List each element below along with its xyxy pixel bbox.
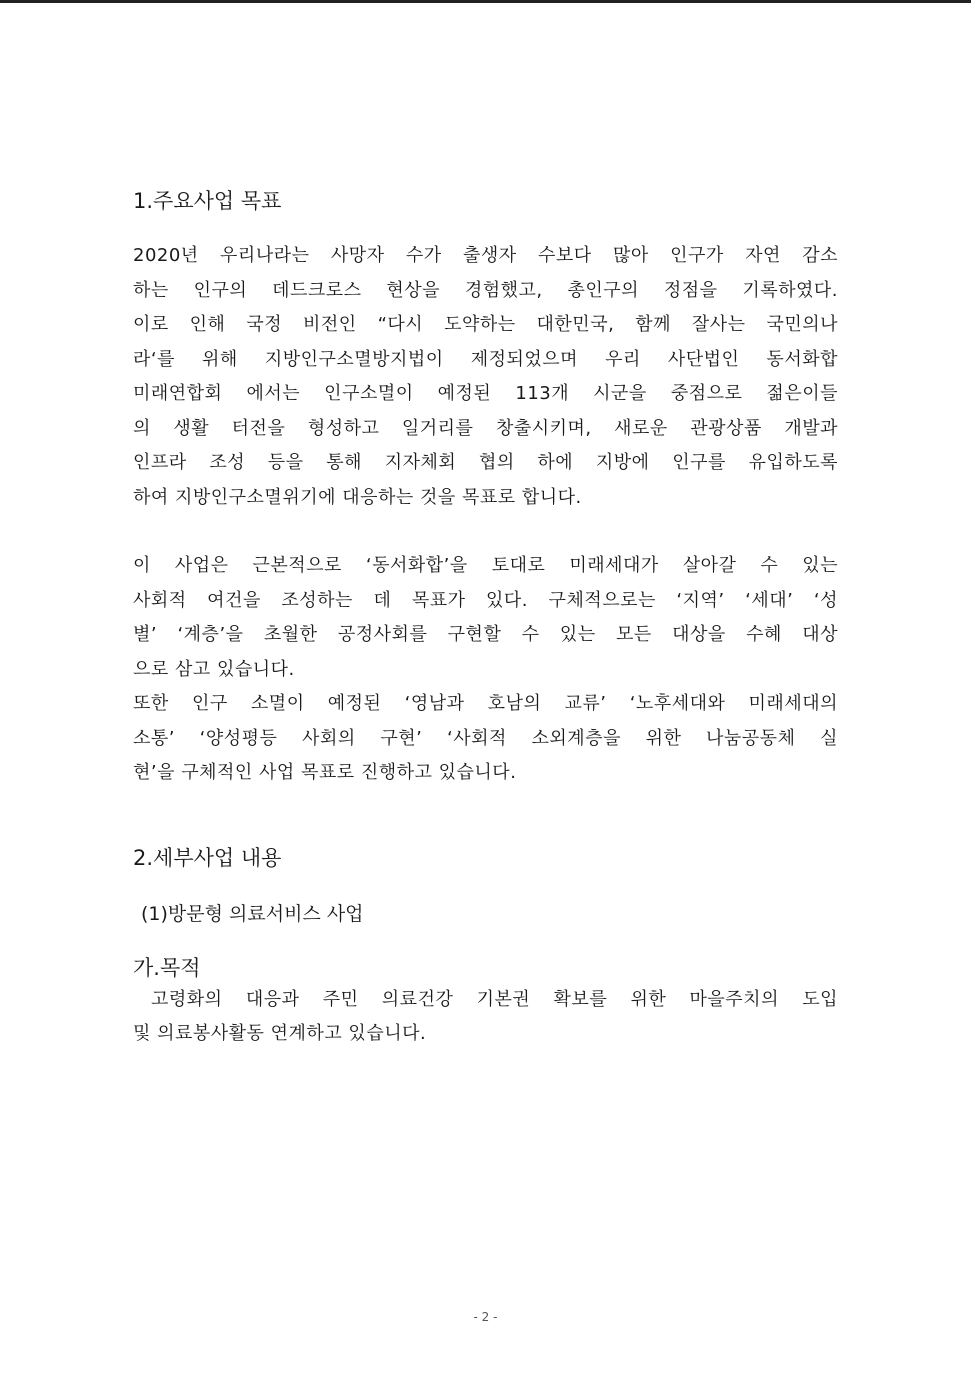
text-line: 하는 인구의 데드크로스 현상을 경험했고, 총인구의 정점을 기록하였다. bbox=[133, 279, 838, 301]
text-line: 의 생활 터전을 형성하고 일거리를 창출시키며, 새로운 관광상품 개발과 bbox=[133, 417, 838, 439]
section-spacer bbox=[133, 791, 838, 843]
document-page bbox=[133, 186, 838, 1052]
text-line: 및 의료봉사활동 연계하고 있습니다. bbox=[133, 1023, 427, 1044]
text-line: 이 사업은 근본적으로 ‘동서화합’을 토대로 미래세대가 살아갈 수 있는 bbox=[133, 555, 838, 576]
section1-paragraph-1 bbox=[133, 239, 838, 515]
page-number: - 2 - bbox=[473, 1310, 498, 1324]
text-line: 별’ ‘계층’을 초월한 공정사회를 구현할 수 있는 모든 대상을 수혜 대상 bbox=[133, 624, 838, 645]
text-line: 하여 지방인구소멸위기에 대응하는 것을 목표로 합니다. bbox=[133, 486, 582, 508]
text-line: 라‘를 위해 지방인구소멸방지법이 제정되었으며 우리 사단법인 동서화합 bbox=[133, 348, 838, 370]
text-line: 으로 삼고 있습니다. bbox=[133, 658, 295, 680]
text-line: 사회적 여건을 조성하는 데 목표가 있다. 구체적으로는 ‘지역’ ‘세대’ ‘성 bbox=[133, 589, 838, 611]
section2-heading: 2.세부사업 내용 bbox=[133, 845, 282, 870]
section1-paragraph-2 bbox=[133, 549, 838, 687]
purpose-paragraph bbox=[133, 983, 838, 1052]
section1-paragraph-3 bbox=[133, 687, 838, 791]
text-line: 2020년 우리나라는 사망자 수가 출생자 수보다 많아 인구가 자연 감소 bbox=[133, 245, 838, 266]
text-line: 인프라 조성 등을 통해 지자체회 협의 하에 지방에 인구를 유입하도록 bbox=[133, 452, 838, 473]
purpose-heading: 가.목적 bbox=[133, 955, 201, 980]
text-line: 미래연합회 에서는 인구소멸이 예정된 113개 시군을 중점으로 젊은이들 bbox=[133, 383, 838, 404]
section2-subheading: (1)방문형 의료서비스 사업 bbox=[141, 902, 364, 925]
text-line: 소통’ ‘양성평등 사회의 구현’ ‘사회적 소외계층을 위한 나눔공동체 실 bbox=[133, 727, 838, 749]
text-line: 이로 인해 국정 비전인 “다시 도약하는 대한민국, 함께 잘사는 국민의나 bbox=[133, 314, 838, 335]
top-border-rule bbox=[0, 0, 971, 3]
text-line: 또한 인구 소멸이 예정된 ‘영남과 호남의 교류’ ‘노후세대와 미래세대의 bbox=[133, 693, 838, 714]
text-line: 고령화의 대응과 주민 의료건강 기본권 확보를 위한 마을주치의 도입 bbox=[151, 988, 838, 1010]
paragraph-spacer bbox=[133, 515, 838, 549]
section1-heading: 1.주요사업 목표 bbox=[133, 189, 282, 213]
text-line: 현’을 구체적인 사업 목표로 진행하고 있습니다. bbox=[133, 762, 517, 783]
